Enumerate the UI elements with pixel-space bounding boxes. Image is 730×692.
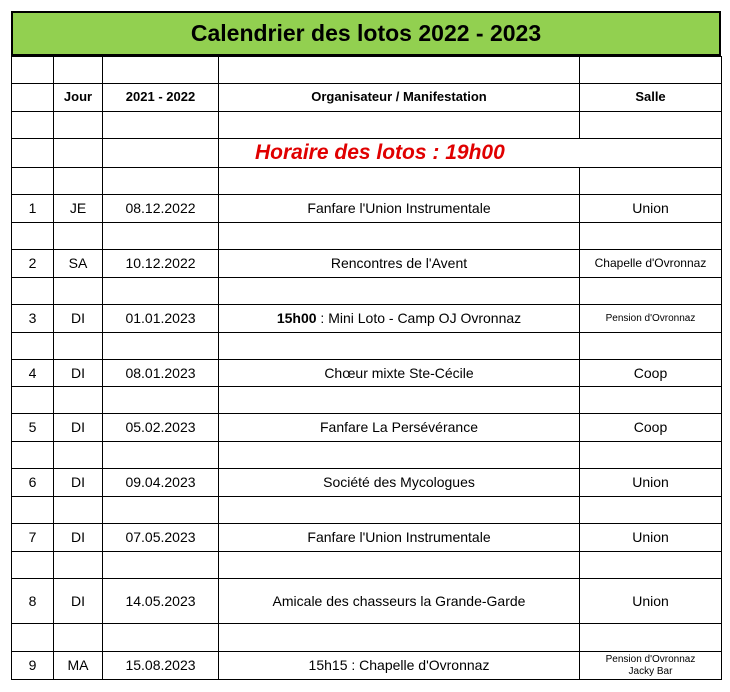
event-salle — [580, 305, 722, 333]
event-row — [12, 360, 722, 387]
event-row — [12, 414, 722, 442]
event-row — [12, 250, 722, 278]
lotto-calendar-sheet — [11, 11, 721, 680]
event-organisateur — [219, 652, 580, 680]
event-date: 05.02.2023 — [103, 414, 219, 442]
spacer-row — [12, 442, 722, 469]
header-row — [12, 84, 722, 112]
calendar-table — [11, 56, 722, 680]
event-num: 7 — [12, 524, 54, 552]
header-organisateur: Organisateur / Manifestation — [219, 84, 580, 112]
event-organisateur — [219, 524, 580, 552]
spacer-row — [12, 624, 722, 652]
event-organisateur — [219, 305, 580, 333]
horaire-note: Horaire des lotos : 19h00 — [219, 139, 722, 168]
spacer-row — [12, 387, 722, 414]
event-num: 5 — [12, 414, 54, 442]
event-organisateur — [219, 360, 580, 387]
event-date: 15.08.2023 — [103, 652, 219, 680]
event-salle — [580, 250, 722, 278]
event-row — [12, 524, 722, 552]
event-row — [12, 652, 722, 680]
event-jour: DI — [54, 414, 103, 442]
event-date: 09.04.2023 — [103, 469, 219, 497]
spacer-row — [12, 552, 722, 579]
event-salle-text: Pension d'Ovronnaz — [605, 653, 696, 665]
event-jour: DI — [54, 469, 103, 497]
event-date: 07.05.2023 — [103, 524, 219, 552]
event-organisateur-text: Chœur mixte Ste-Cécile — [324, 364, 474, 381]
event-jour: DI — [54, 579, 103, 624]
event-num: 1 — [12, 195, 54, 223]
event-salle-text: Coop — [633, 419, 668, 436]
header-date: 2021 - 2022 — [103, 84, 219, 112]
spacer-row — [12, 112, 722, 139]
spacer-row — [12, 497, 722, 524]
event-organisateur-text: Fanfare l'Union Instrumentale — [307, 529, 491, 546]
event-num: 6 — [12, 469, 54, 497]
event-salle — [580, 579, 722, 624]
event-salle — [580, 524, 722, 552]
header-jour: Jour — [54, 84, 103, 112]
event-salle — [580, 414, 722, 442]
event-date: 08.01.2023 — [103, 360, 219, 387]
event-organisateur-text: Société des Mycologues — [323, 474, 475, 491]
event-salle — [580, 652, 722, 680]
spacer-row — [12, 168, 722, 195]
event-date: 14.05.2023 — [103, 579, 219, 624]
event-date: 10.12.2022 — [103, 250, 219, 278]
event-jour: DI — [54, 360, 103, 387]
event-date: 08.12.2022 — [103, 195, 219, 223]
event-num: 2 — [12, 250, 54, 278]
event-salle-text: Union — [632, 474, 669, 491]
event-jour: SA — [54, 250, 103, 278]
event-organisateur — [219, 195, 580, 223]
event-row — [12, 195, 722, 223]
event-organisateur-text: : Mini Loto - Camp OJ Ovronnaz — [316, 310, 522, 327]
event-organisateur-text: Fanfare l'Union Instrumentale — [307, 200, 491, 217]
event-salle — [580, 469, 722, 497]
event-organisateur-text: 15h15 : Chapelle d'Ovronnaz — [308, 657, 490, 674]
event-salle-text: Union — [632, 200, 669, 217]
spacer-row — [12, 333, 722, 360]
event-num: 9 — [12, 652, 54, 680]
header-num — [12, 84, 54, 112]
event-jour: JE — [54, 195, 103, 223]
event-organisateur — [219, 579, 580, 624]
event-salle — [580, 360, 722, 387]
event-salle-text: Coop — [633, 364, 668, 381]
event-num: 3 — [12, 305, 54, 333]
calendar-body — [12, 57, 722, 680]
event-row — [12, 469, 722, 497]
event-organisateur-text: Fanfare La Persévérance — [320, 419, 478, 436]
event-salle — [580, 195, 722, 223]
spacer-row — [12, 57, 722, 84]
header-salle: Salle — [580, 84, 722, 112]
event-jour: MA — [54, 652, 103, 680]
event-num: 8 — [12, 579, 54, 624]
event-organisateur-text: Rencontres de l'Avent — [330, 255, 468, 272]
event-salle-text: Union — [632, 529, 669, 546]
event-salle-text: Chapelle d'Ovronnaz — [594, 255, 707, 270]
event-row — [12, 305, 722, 333]
event-jour: DI — [54, 524, 103, 552]
event-organisateur — [219, 250, 580, 278]
spacer-row — [12, 278, 722, 305]
spacer-row — [12, 223, 722, 250]
event-organisateur — [219, 469, 580, 497]
event-jour: DI — [54, 305, 103, 333]
event-organisateur — [219, 414, 580, 442]
event-date: 01.01.2023 — [103, 305, 219, 333]
page-title: Calendrier des lotos 2022 - 2023 — [11, 11, 721, 56]
event-row — [12, 579, 722, 624]
event-salle-text: Pension d'Ovronnaz — [605, 312, 696, 324]
event-salle-text: Union — [632, 592, 669, 609]
horaire-row — [12, 139, 722, 168]
event-num: 4 — [12, 360, 54, 387]
event-organisateur-text: Amicale des chasseurs la Grande-Garde — [272, 592, 526, 609]
event-salle-text-secondary: Jacky Bar — [628, 665, 673, 677]
event-time-prefix: 15h00 — [276, 310, 317, 327]
